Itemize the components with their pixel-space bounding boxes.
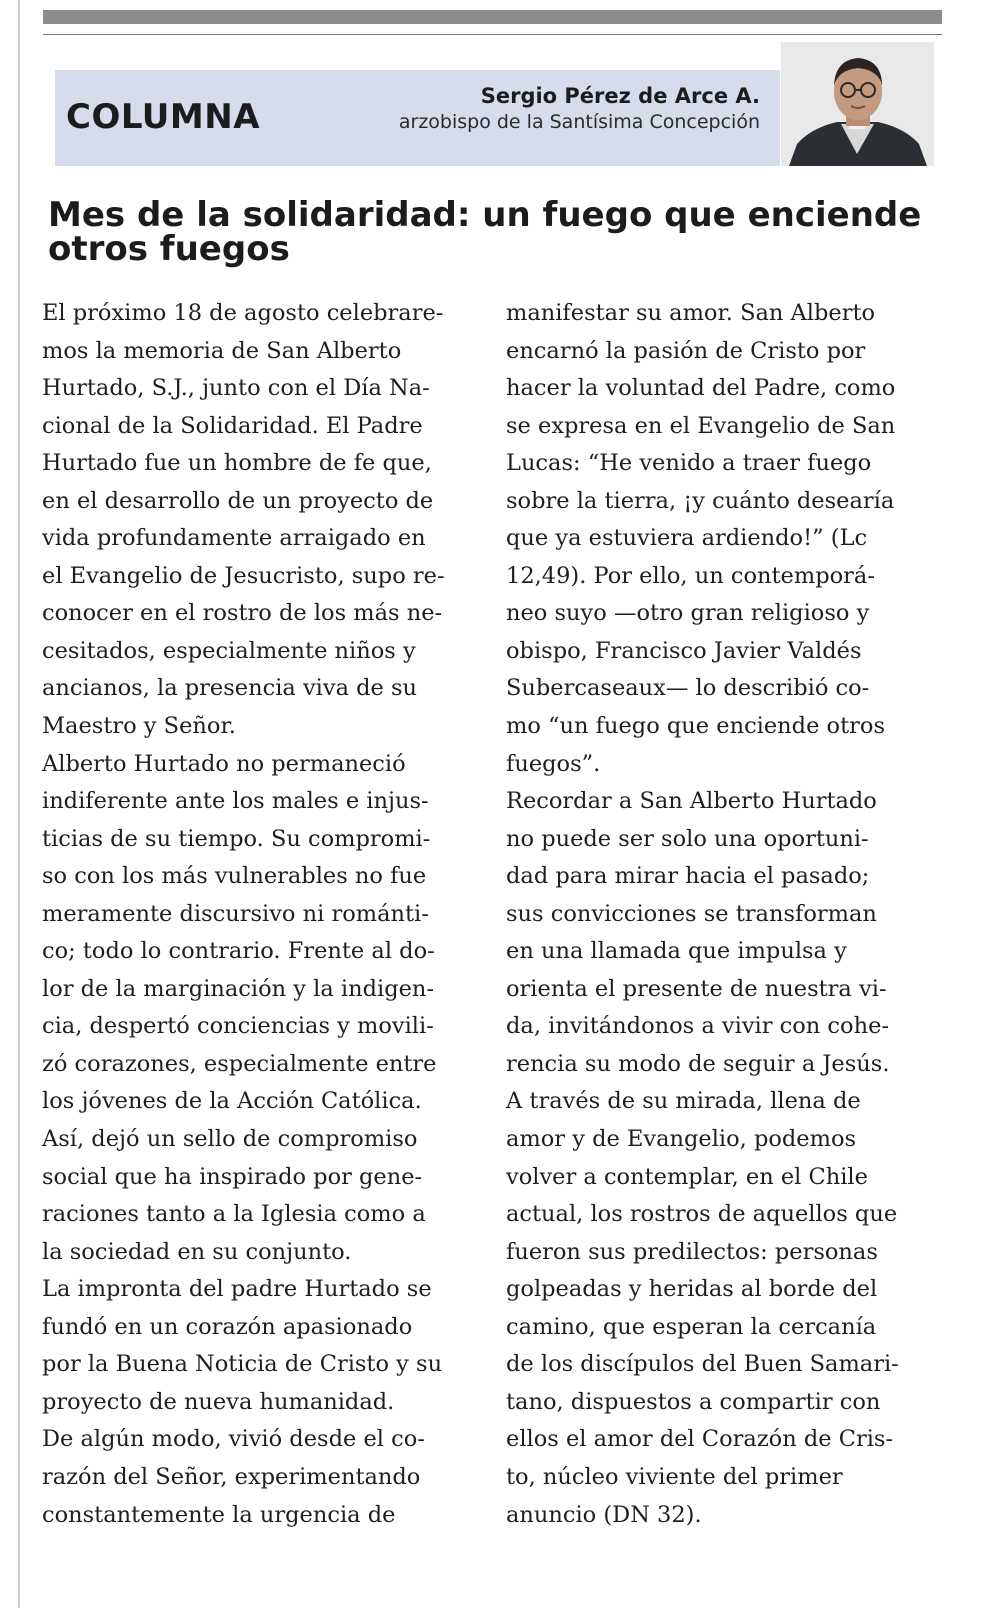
text-line: constantemente la urgencia de <box>42 1501 396 1528</box>
text-line: sobre la tierra, ¡y cuánto desearía <box>506 487 895 514</box>
text-line: obispo, Francisco Javier Valdés <box>506 637 862 664</box>
text-line: ticias de su tiempo. Su compromi- <box>42 825 431 852</box>
text-line: co; todo lo contrario. Frente al do- <box>42 938 435 965</box>
text-line: A través de su mirada, llena de <box>506 1088 861 1115</box>
text-line: de los discípulos del Buen Samari- <box>506 1351 899 1378</box>
text-line: mos la memoria de San Alberto <box>42 337 402 364</box>
text-line: los jóvenes de la Acción Católica. <box>42 1088 422 1115</box>
article-column-left <box>42 295 482 1534</box>
text-line: en una llamada que impulsa y <box>506 938 847 965</box>
text-line: anuncio (DN 32). <box>506 1501 702 1528</box>
author-portrait-illustration <box>781 42 934 166</box>
text-line: cional de la Solidaridad. El Padre <box>42 412 423 439</box>
text-line: to, núcleo viviente del primer <box>506 1463 843 1490</box>
section-label: COLUMNA <box>66 97 261 137</box>
text-line: actual, los rostros de aquellos que <box>506 1201 898 1228</box>
top-rule-thin <box>43 34 942 35</box>
text-line: manifestar su amor. San Alberto <box>506 300 876 326</box>
text-line: raciones tanto a la Iglesia como a <box>42 1201 426 1228</box>
text-line: mo “un fuego que enciende otros <box>506 713 885 740</box>
text-line: Alberto Hurtado no permaneció <box>42 750 406 777</box>
text-line: por la Buena Noticia de Cristo y su <box>42 1351 443 1378</box>
text-line: ellos el amor del Corazón de Cris- <box>506 1426 894 1453</box>
text-line: conocer en el rostro de los más ne- <box>42 600 443 627</box>
text-line: fueron sus predilectos: personas <box>506 1238 878 1265</box>
text-line: volver a contemplar, en el Chile <box>506 1163 868 1190</box>
author-photo <box>781 42 934 166</box>
text-line: encarnó la pasión de Cristo por <box>506 337 866 364</box>
text-line: proyecto de nueva humanidad. <box>42 1388 395 1415</box>
text-line: ancianos, la presencia viva de su <box>42 675 418 702</box>
text-line: Subercaseaux— lo describió co- <box>506 675 870 702</box>
text-line: Maestro y Señor. <box>42 713 236 740</box>
text-line: se expresa en el Evangelio de San <box>506 412 896 439</box>
article-column-right <box>506 295 946 1534</box>
text-line: so con los más vulnerables no fue <box>42 863 427 890</box>
text-line: indiferente ante los males e injus- <box>42 788 429 815</box>
text-line: Hurtado fue un hombre de fe que, <box>42 450 432 477</box>
text-line: vida profundamente arraigado en <box>42 525 426 552</box>
text-line: razón del Señor, experimentando <box>42 1463 421 1490</box>
text-line: fundó en un corazón apasionado <box>42 1313 413 1340</box>
text-line: orienta el presente de nuestra vi- <box>506 975 887 1002</box>
text-line: Recordar a San Alberto Hurtado <box>506 788 877 815</box>
text-line: camino, que esperan la cercanía <box>506 1313 877 1340</box>
author-role: arzobispo de la Santísima Concepción <box>398 111 760 133</box>
text-line: tano, dispuestos a compartir con <box>506 1388 881 1415</box>
top-rule-bar <box>43 10 942 24</box>
text-line: no puede ser solo una oportuni- <box>506 825 869 852</box>
text-line: 12,49). Por ello, un contemporá- <box>506 562 875 589</box>
text-line: lor de la marginación y la indigen- <box>42 975 435 1002</box>
text-line: cesitados, especialmente niños y <box>42 637 416 664</box>
text-line: en el desarrollo de un proyecto de <box>42 487 434 514</box>
text-line: Hurtado, S.J., junto con el Día Na- <box>42 375 430 402</box>
text-line: da, invitándonos a vivir con cohe- <box>506 1013 889 1040</box>
text-line: El próximo 18 de agosto celebrare- <box>42 300 444 326</box>
text-line: la sociedad en su conjunto. <box>42 1238 352 1265</box>
text-line: hacer la voluntad del Padre, como <box>506 375 896 402</box>
text-line: La impronta del padre Hurtado se <box>42 1276 432 1303</box>
text-line: Lucas: “He venido a traer fuego <box>506 450 872 477</box>
text-line: el Evangelio de Jesucristo, supo re- <box>42 562 445 589</box>
text-line: amor y de Evangelio, podemos <box>506 1126 857 1153</box>
headline: Mes de la solidaridad: un fuego que enciende otros fuegos <box>48 195 922 269</box>
text-line: De algún modo, vivió desde el co- <box>42 1426 425 1453</box>
text-line: meramente discursivo ni románti- <box>42 900 429 927</box>
text-line: que ya estuviera ardiendo!” (Lc <box>506 525 868 552</box>
text-line: golpeadas y heridas al borde del <box>506 1276 878 1303</box>
text-line: social que ha inspirado por gene- <box>42 1163 423 1190</box>
text-line: fuegos”. <box>506 750 601 777</box>
author-name: Sergio Pérez de Arce A. <box>480 84 760 108</box>
text-line: sus convicciones se transforman <box>506 900 877 927</box>
text-line: dad para mirar hacia el pasado; <box>506 863 870 890</box>
text-line: rencia su modo de seguir a Jesús. <box>506 1050 890 1077</box>
text-line: neo suyo —otro gran religioso y <box>506 600 870 627</box>
page-edge-rule <box>18 0 20 1608</box>
text-line: zó corazones, especialmente entre <box>42 1050 437 1077</box>
text-line: cia, despertó conciencias y movili- <box>42 1013 434 1040</box>
text-line: Así, dejó un sello de compromiso <box>42 1126 418 1153</box>
